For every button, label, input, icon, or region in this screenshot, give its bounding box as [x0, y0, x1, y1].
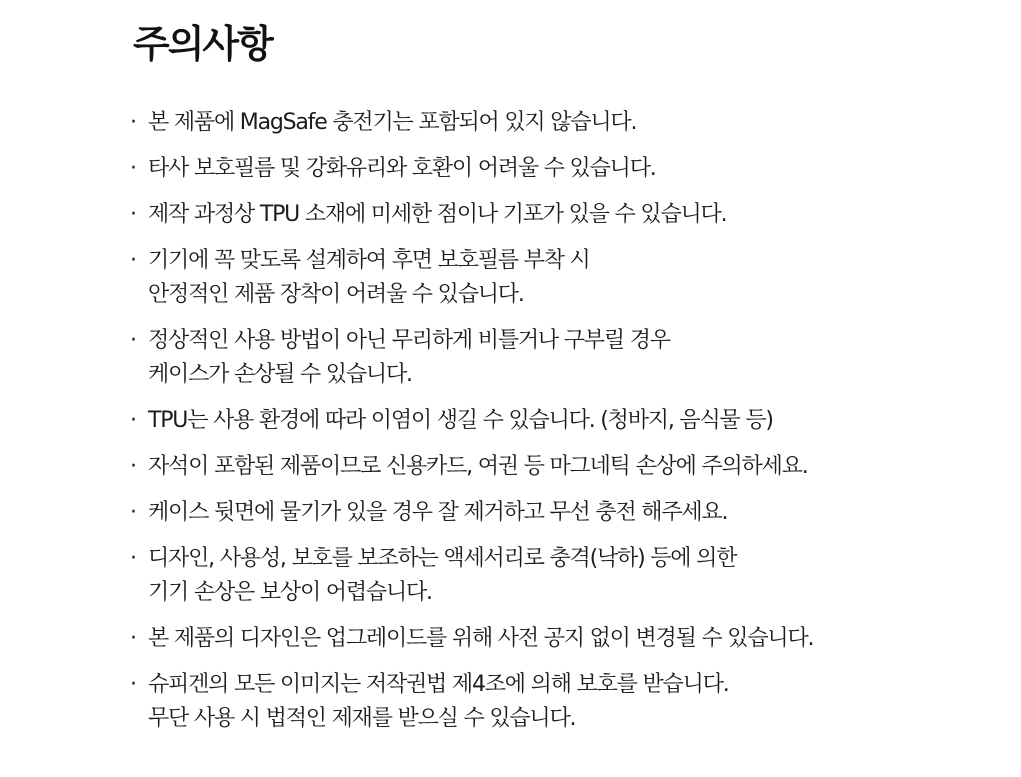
bullet: · — [130, 546, 136, 571]
notice-text — [148, 450, 988, 484]
notice-line: 자석이 포함된 제품이므로 신용카드, 여권 등 마그네틱 손상에 주의하세요. — [148, 454, 808, 479]
notice-line: 타사 보호필름 및 강화유리와 호환이 어려울 수 있습니다. — [148, 156, 656, 181]
notice-line: 디자인, 사용성, 보호를 보조하는 액세서리로 충격(낙하) 등에 의한 — [148, 546, 737, 571]
notice-text — [148, 324, 988, 392]
notice-item — [128, 450, 988, 484]
bullet: · — [130, 626, 136, 651]
notice-line: 무단 사용 시 법적인 제재를 받으실 수 있습니다. — [148, 706, 576, 731]
notice-item — [128, 106, 988, 140]
notice-text — [148, 668, 988, 736]
notice-line: 본 제품에 MagSafe 충전기는 포함되어 있지 않습니다. — [148, 110, 637, 135]
bullet: · — [130, 328, 136, 353]
notice-item — [128, 198, 988, 232]
notice-line: 케이스 뒷면에 물기가 있을 경우 잘 제거하고 무선 충전 해주세요. — [148, 500, 728, 525]
notice-text — [148, 244, 988, 312]
notice-item — [128, 668, 988, 736]
notice-item — [128, 152, 988, 186]
notice-item — [128, 622, 988, 656]
notice-item — [128, 404, 988, 438]
notice-list — [128, 106, 988, 748]
notice-item — [128, 244, 988, 312]
notice-text — [148, 622, 988, 656]
notice-line: 본 제품의 디자인은 업그레이드를 위해 사전 공지 없이 변경될 수 있습니다. — [148, 626, 814, 651]
bullet: · — [130, 500, 136, 525]
notice-line: 안정적인 제품 장착이 어려울 수 있습니다. — [148, 282, 524, 307]
bullet: · — [130, 110, 136, 135]
notice-line: 슈피겐의 모든 이미지는 저작권법 제4조에 의해 보호를 받습니다. — [148, 672, 729, 697]
bullet: · — [130, 454, 136, 479]
notice-line: 기기 손상은 보상이 어렵습니다. — [148, 580, 432, 605]
bullet: · — [130, 248, 136, 273]
notice-text — [148, 404, 988, 438]
notice-line: TPU는 사용 환경에 따라 이염이 생길 수 있습니다. (청바지, 음식물 등) — [148, 408, 773, 433]
notice-text — [148, 496, 988, 530]
notice-item — [128, 496, 988, 530]
notice-text — [148, 542, 988, 610]
notice-line: 기기에 꼭 맞도록 설계하여 후면 보호필름 부착 시 — [148, 248, 590, 273]
notice-line: 케이스가 손상될 수 있습니다. — [148, 362, 412, 387]
notice-line: 제작 과정상 TPU 소재에 미세한 점이나 기포가 있을 수 있습니다. — [148, 202, 727, 227]
page-title: 주의사항 — [133, 22, 272, 66]
notice-line: 정상적인 사용 방법이 아닌 무리하게 비틀거나 구부릴 경우 — [148, 328, 670, 353]
bullet: · — [130, 672, 136, 697]
notice-item — [128, 324, 988, 392]
bullet: · — [130, 408, 136, 433]
notice-text — [148, 198, 988, 232]
notice-item — [128, 542, 988, 610]
bullet: · — [130, 156, 136, 181]
bullet: · — [130, 202, 136, 227]
notice-text — [148, 106, 988, 140]
notice-text — [148, 152, 988, 186]
